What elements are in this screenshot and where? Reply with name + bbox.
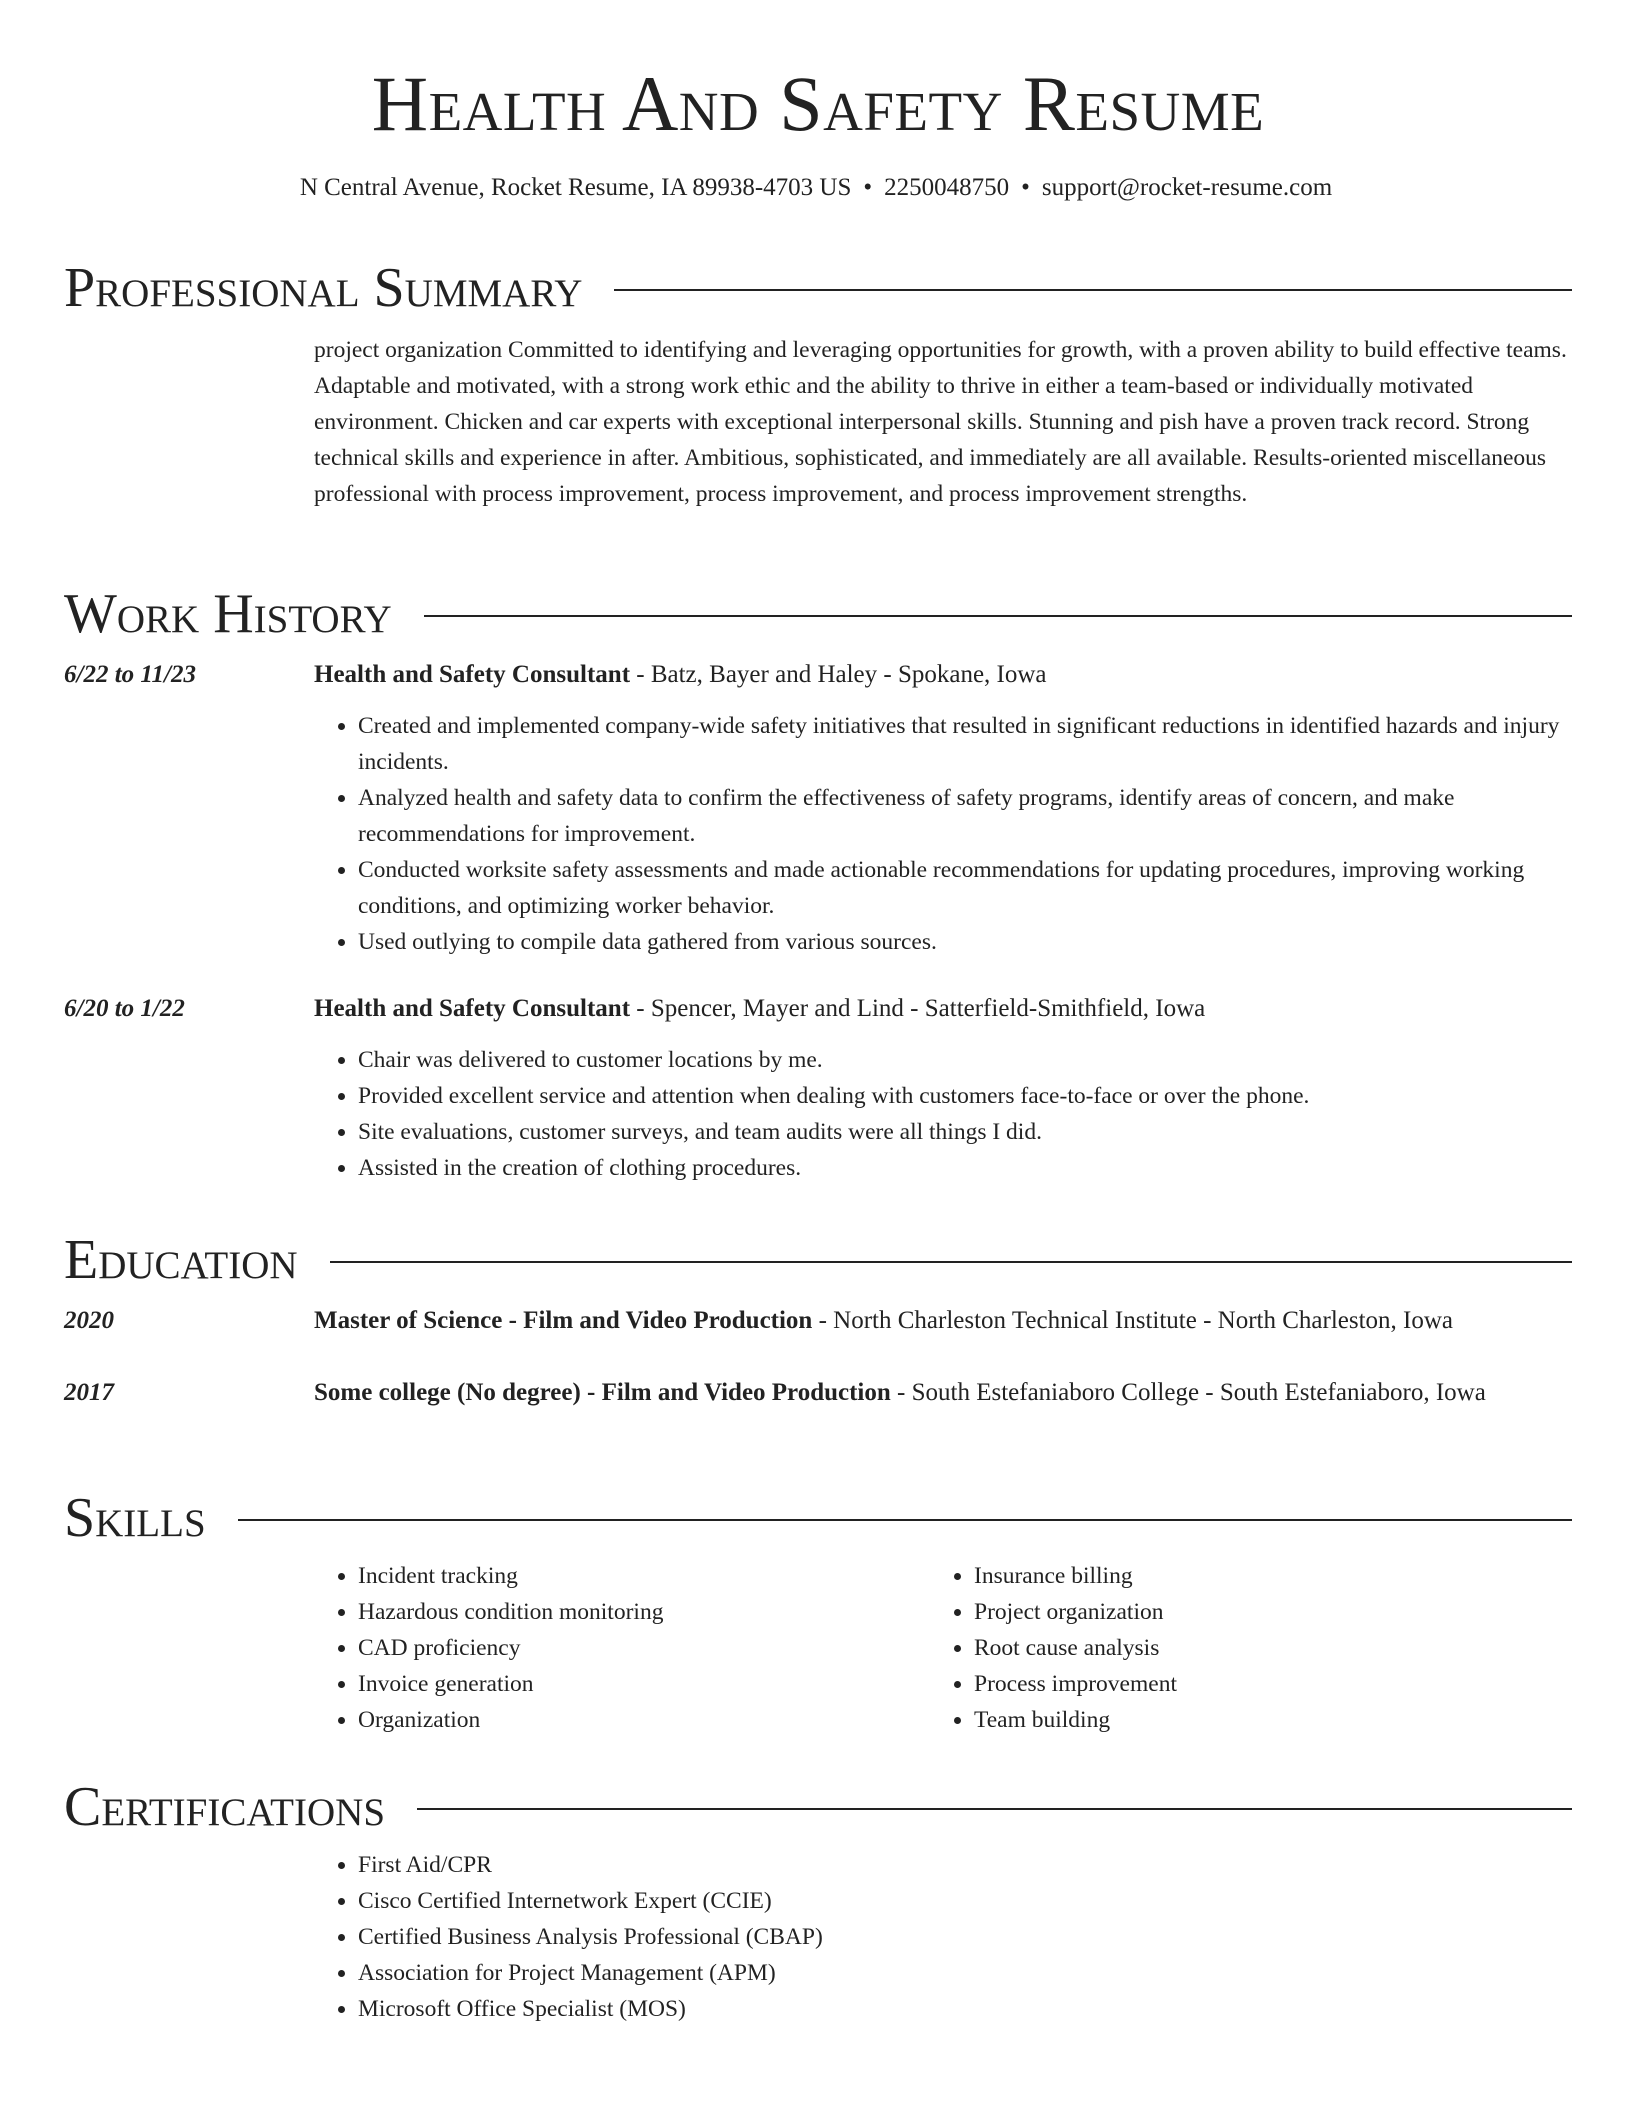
education-entry bbox=[64, 1374, 1572, 1412]
contact-separator: • bbox=[1021, 174, 1030, 201]
section-divider bbox=[424, 615, 1572, 617]
contact-address: N Central Avenue, Rocket Resume, IA 89938-4703 US bbox=[299, 174, 852, 201]
certification-item: • Certified Business Analysis Professional (CBAP) bbox=[358, 1919, 1572, 1955]
job-dates: 6/20 to 1/22 bbox=[64, 995, 185, 1022]
summary-section bbox=[64, 258, 1572, 512]
section-divider bbox=[614, 289, 1572, 291]
skills-grid bbox=[314, 1558, 1572, 1738]
job-bullet: • Conducted worksite safety assessments and made actionable recommendations for updating procedures, improving working conditions, and optimizing worker behavior. bbox=[358, 852, 1572, 924]
section-title: Work History bbox=[64, 583, 392, 645]
job-bullets bbox=[314, 1042, 1572, 1186]
job-bullets bbox=[314, 708, 1572, 960]
certifications-list bbox=[314, 1847, 1572, 2027]
education-year: 2020 bbox=[64, 1307, 114, 1334]
education-year: 2017 bbox=[64, 1379, 114, 1406]
certification-item: • First Aid/CPR bbox=[358, 1847, 1572, 1883]
education-title-line bbox=[314, 1302, 1572, 1340]
education-degree: Master of Science - Film and Video Production bbox=[314, 1307, 813, 1334]
skill-item: • CAD proficiency bbox=[358, 1630, 930, 1666]
education-degree: Some college (No degree) - Film and Video Production bbox=[314, 1379, 891, 1406]
skill-item: • Invoice generation bbox=[358, 1666, 930, 1702]
contact-phone: 2250048750 bbox=[884, 174, 1010, 201]
skill-item: • Hazardous condition monitoring bbox=[358, 1594, 930, 1630]
skill-item: • Root cause analysis bbox=[974, 1630, 1546, 1666]
certification-item: • Association for Project Management (APM) bbox=[358, 1955, 1572, 1991]
education-school: - South Estefaniaboro College - South Estefaniaboro, Iowa bbox=[890, 1379, 1486, 1406]
skill-item: • Project organization bbox=[974, 1594, 1546, 1630]
job-bullet: • Chair was delivered to customer locations by me. bbox=[358, 1042, 1572, 1078]
section-header bbox=[64, 584, 1572, 644]
skill-item: • Process improvement bbox=[974, 1666, 1546, 1702]
skills-list bbox=[930, 1558, 1546, 1738]
job-entry bbox=[64, 990, 1572, 1186]
section-divider bbox=[330, 1261, 1572, 1263]
education-details bbox=[314, 1302, 1572, 1340]
section-header bbox=[64, 258, 1572, 318]
job-dates: 6/22 to 11/23 bbox=[64, 661, 196, 688]
job-role: Health and Safety Consultant bbox=[314, 995, 631, 1022]
section-title: Professional Summary bbox=[64, 257, 583, 319]
job-bullet: • Site evaluations, customer surveys, and team audits were all things I did. bbox=[358, 1114, 1572, 1150]
education-title-line bbox=[314, 1374, 1572, 1412]
certification-item: • Microsoft Office Specialist (MOS) bbox=[358, 1991, 1572, 2027]
job-bullet: • Created and implemented company-wide safety initiatives that resulted in significant reductions in identified hazards and injury incidents. bbox=[358, 708, 1572, 780]
education-school: - North Charleston Technical Institute - North Charleston, Iowa bbox=[812, 1307, 1454, 1334]
job-details bbox=[314, 990, 1572, 1186]
job-bullet: • Analyzed health and safety data to confirm the effectiveness of safety programs, identify areas of concern, and make recommendations for improvement. bbox=[358, 780, 1572, 852]
skills-section bbox=[64, 1488, 1572, 1738]
job-company: - Spencer, Mayer and Lind - Satterfield-Smithfield, Iowa bbox=[630, 995, 1206, 1022]
skills-column-left bbox=[314, 1558, 930, 1738]
job-title-line bbox=[314, 656, 1572, 694]
section-title: Skills bbox=[64, 1487, 206, 1549]
skill-item: • Incident tracking bbox=[358, 1558, 930, 1594]
certifications-body bbox=[314, 1847, 1572, 2027]
certifications-section bbox=[64, 1777, 1572, 2027]
contact-separator: • bbox=[863, 174, 873, 201]
job-bullet: • Assisted in the creation of clothing procedures. bbox=[358, 1150, 1572, 1186]
skill-item: • Team building bbox=[974, 1702, 1546, 1738]
job-bullet: • Used outlying to compile data gathered from various sources. bbox=[358, 924, 1572, 960]
job-title-line bbox=[314, 990, 1572, 1028]
section-title: Certifications bbox=[64, 1776, 386, 1838]
contact-email: support@rocket-resume.com bbox=[1041, 174, 1333, 201]
certification-item: • Cisco Certified Internetwork Expert (CCIE) bbox=[358, 1883, 1572, 1919]
section-divider bbox=[417, 1808, 1572, 1810]
education-entry bbox=[64, 1302, 1572, 1340]
section-header bbox=[64, 1777, 1572, 1837]
skill-item: • Insurance billing bbox=[974, 1558, 1546, 1594]
summary-text: project organization Committed to identifying and leveraging opportunities for growth, with a proven ability to build effective teams. Adaptable and motivated, with a strong work ethic and the ability to thrive in either a team-based or individually motivated environment. Chicken and car experts with exceptional interpersonal skills. Stunning and pish have a proven track record. Strong technical skills and experience in after. Ambitious, sophisticated, and immediately are all available. Results-oriented miscellaneous professional with process improvement, process improvement, and process improvement strengths. bbox=[314, 337, 1567, 507]
job-bullet: • Provided excellent service and attention when dealing with customers face-to-face or over the phone. bbox=[358, 1078, 1572, 1114]
skills-column-right bbox=[930, 1558, 1546, 1738]
section-divider bbox=[238, 1519, 1572, 1521]
education-details bbox=[314, 1374, 1572, 1412]
job-role: Health and Safety Consultant bbox=[314, 661, 631, 688]
job-company: - Batz, Bayer and Haley - Spokane, Iowa bbox=[630, 661, 1047, 688]
skills-list bbox=[314, 1558, 930, 1738]
job-details bbox=[314, 656, 1572, 960]
section-header bbox=[64, 1488, 1572, 1548]
work-history-section bbox=[64, 584, 1572, 1186]
contact-line bbox=[0, 172, 1632, 204]
section-header bbox=[64, 1230, 1572, 1290]
job-entry bbox=[64, 656, 1572, 960]
section-title: Education bbox=[64, 1229, 298, 1291]
skill-item: • Organization bbox=[358, 1702, 930, 1738]
resume-name: Health And Safety Resume bbox=[371, 60, 1265, 147]
education-section bbox=[64, 1230, 1572, 1412]
